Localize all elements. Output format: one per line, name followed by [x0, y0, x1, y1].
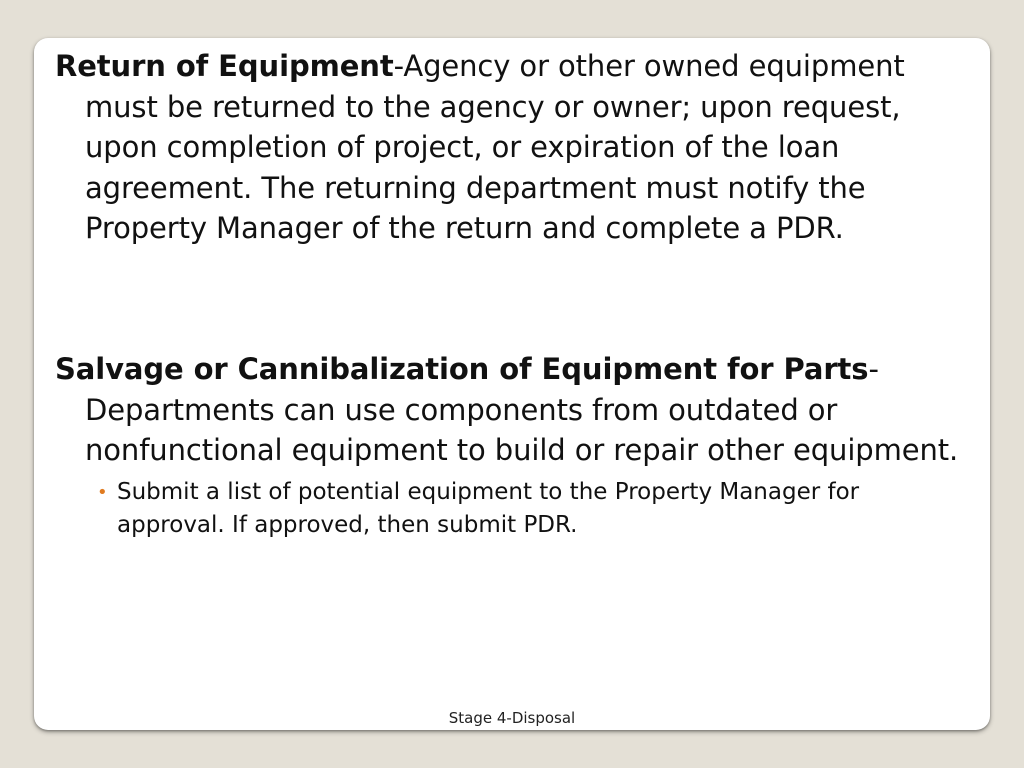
return-of-equipment-heading: Return of Equipment	[55, 49, 394, 83]
salvage-paragraph	[55, 349, 975, 471]
salvage-heading: Salvage or Cannibalization of Equipment for Parts	[55, 351, 869, 386]
salvage-bullet-text: Submit a list of potential equipment to the Property Manager for approval. If approved, then submit PDR.	[117, 478, 860, 538]
bullet-dot-icon: •	[97, 481, 108, 503]
salvage-bullet-item	[97, 476, 897, 542]
salvage-text: -Departments can use components from outdated or nonfunctional equipment to build or repair other equipment.	[85, 351, 959, 468]
return-of-equipment-text: -Agency or other owned equipment must be returned to the agency or owner; upon request, upon completion of project, or expiration of the loan agreement. The returning department must notify the Property Manager of the return and complete a PDR.	[85, 49, 905, 246]
slide-content	[55, 46, 975, 542]
return-of-equipment-paragraph	[55, 46, 975, 249]
paragraph-spacer	[55, 249, 975, 349]
slide-footer: Stage 4-Disposal	[448, 709, 576, 727]
